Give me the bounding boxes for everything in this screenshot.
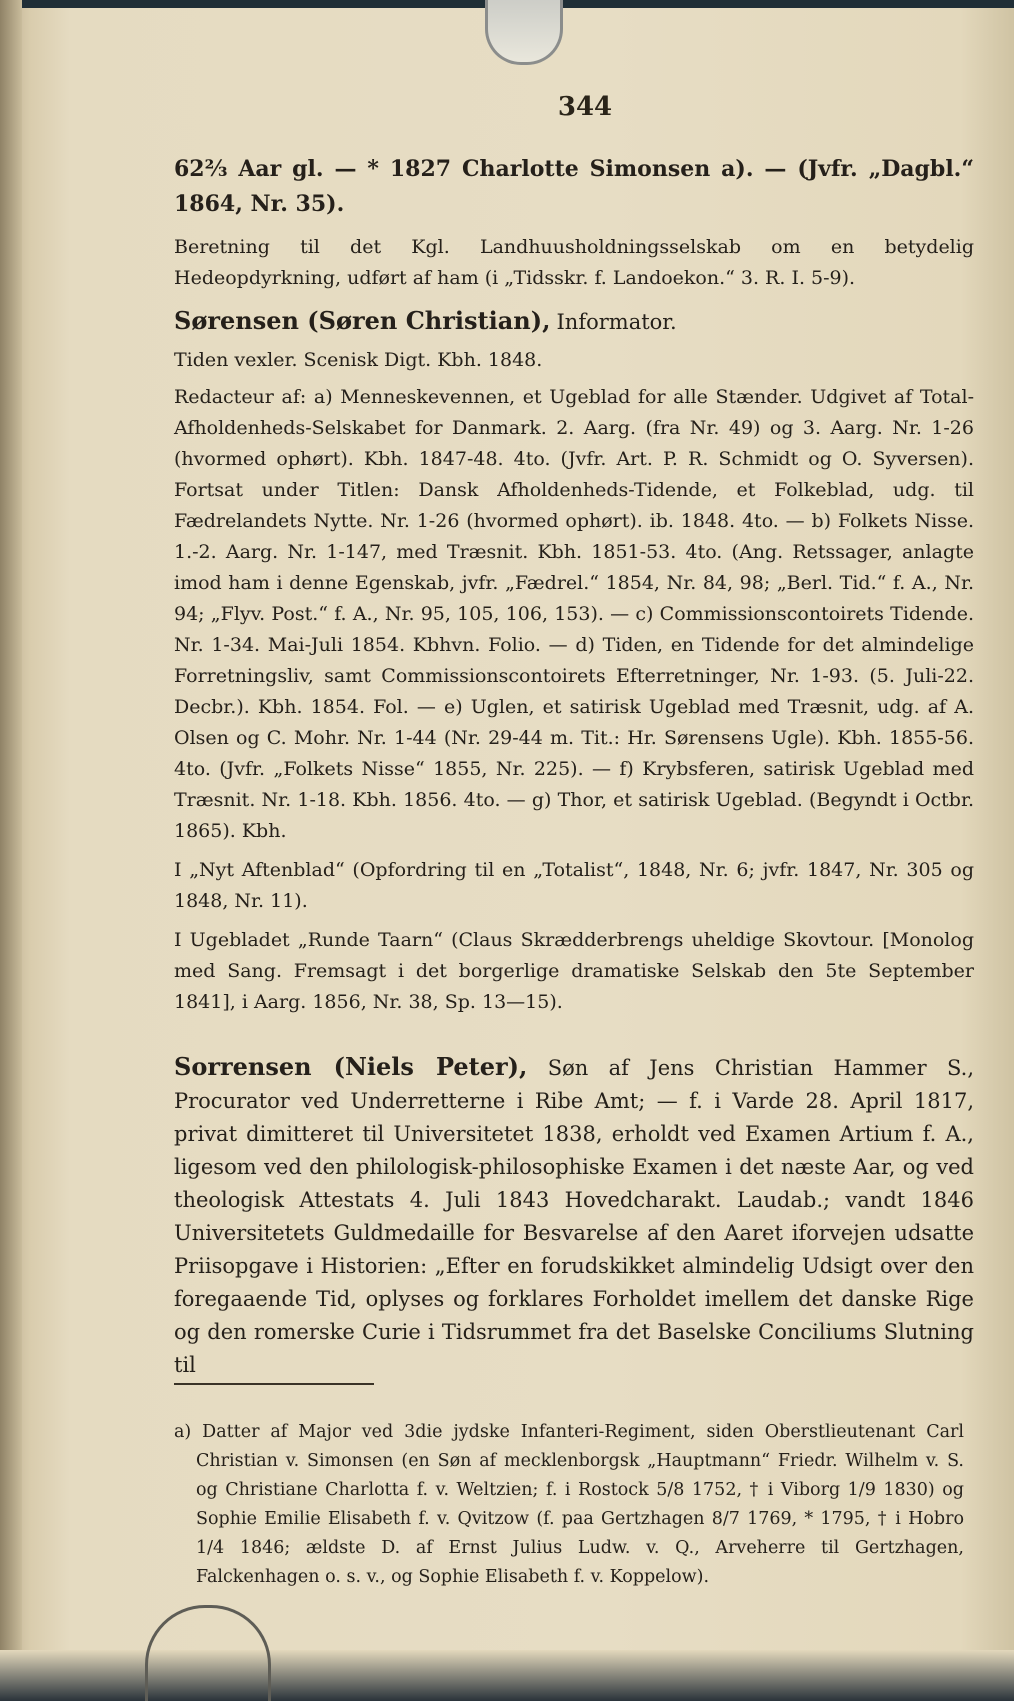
- entry-work: Tiden vexler. Scenisk Digt. Kbh. 1848.: [174, 349, 543, 371]
- entry2-heading-name: Sorrensen (Niels Peter),: [174, 1052, 528, 1081]
- top-paragraph-block: [174, 152, 974, 222]
- beretning-paragraph: Beretning til det Kgl. Landhuusholdningsselskab om en betydelig Hedeopdyrkning, udført af ham (i „Tidsskr. f. Landoekon.“ 3. R. I. 5-9).: [174, 236, 974, 289]
- entry-heading-role: Informator.: [556, 310, 677, 334]
- footnote-divider: [174, 1383, 374, 1385]
- entry-nyt-aftenblad: I „Nyt Aftenblad“ (Opfordring til en „Totalist“, 1848, Nr. 6; jvfr. 1847, Nr. 305 og 1848, Nr. 11).: [174, 859, 974, 912]
- entry-heading-name: Sørensen (Søren Christian),: [174, 306, 551, 335]
- binding-shadow: [0, 0, 22, 1701]
- page-clip: [485, 0, 563, 65]
- top-paragraph: 62⅔ Aar gl. — * 1827 Charlotte Simonsen a). — (Jvfr. „Dagbl.“ 1864, Nr. 35).: [174, 156, 974, 217]
- entry2-body: Søn af Jens Christian Hammer S., Procurator ved Underretterne i Ribe Amt; — f. i Varde 28. April 1817, privat dimitteret til Universitetet 1838, erholdt ved Examen Artium f. A., ligesom ved den philologisk-philosophiske Examen i det næste Aar, og ved theologisk Attestats 4. Juli 1843 Hovedcharakt. Laudab.; vandt 1846 Universitetets Guldmedaille for Besvarelse af den Aaret iforvejen udsatte Priisopgave i Historien: „Efter en forudskikket almindelig Udsigt over den foregaaende Tid, oplyses og forklares Forholdet imellem det danske Rige og den romerske Curie i Tidsrummet fra det Baselske Conciliums Slutning til: [174, 1056, 974, 1377]
- entry-heading: [174, 305, 974, 339]
- entry-sorrensen-niels: [174, 1050, 974, 1382]
- page-number: 344: [557, 92, 613, 122]
- entry2-paragraph: [174, 1050, 974, 1382]
- entry-runde-taarn: I Ugebladet „Runde Taarn“ (Claus Skrædderbrengs uheldige Skovtour. [Monolog med Sang. Fremsagt i det borgerlige dramatiske Selskab den 5te September 1841], i Aarg. 1856, Nr. 38, Sp. 13—15).: [174, 929, 974, 1013]
- page-hook: [145, 1605, 271, 1701]
- entry-sorensen-soren: [174, 305, 974, 1018]
- footnote-a: a) Datter af Major ved 3die jydske Infanteri-Regiment, siden Oberstlieutenant Carl Christian v. Simonsen (en Søn af mecklenborgsk „Hauptmann“ Friedr. Wilhelm v. S. og Christiane Charlotta f. v. Weltzien; f. i Rostock 5/8 1752, † i Viborg 1/9 1830) og Sophie Emilie Elisabeth f. v. Qvitzow (f. paa Gertzhagen 8/7 1769, * 1795, † i Hobro 1/4 1846; ældste D. af Ernst Julius Ludw. v. Q., Arveherre til Gertzhagen, Falckenhagen o. s. v., og Sophie Elisabeth f. v. Koppelow).: [174, 1422, 964, 1587]
- entry-redacteur: Redacteur af: a) Menneskevennen, et Ugeblad for alle Stænder. Udgivet af Total-Afholdenheds-Selskabet for Danmark. 2. Aarg. (fra Nr. 49) og 3. Aarg. Nr. 1-26 (hvormed ophørt). Kbh. 1847-48. 4to. (Jvfr. Art. P. R. Schmidt og O. Syversen). Fortsat under Titlen: Dansk Afholdenheds-Tidende, et Folkeblad, udg. til Fædrelandets Nytte. Nr. 1-26 (hvormed ophørt). ib. 1848. 4to. — b) Folkets Nisse. 1.-2. Aarg. Nr. 1-147, med Træsnit. Kbh. 1851-53. 4to. (Ang. Retssager, anlagte imod ham i denne Egenskab, jvfr. „Fædrel.“ 1854, Nr. 84, 98; „Berl. Tid.“ f. A., Nr. 94; „Flyv. Post.“ f. A., Nr. 95, 105, 106, 153). — c) Commissionscontoirets Tidende. Nr. 1-34. Mai-Juli 1854. Kbhvn. Folio. — d) Tiden, en Tidende for det almindelige Forretningsliv, samt Commissionscontoirets Efterretninger, Nr. 1-93. (5. Juli-22. Decbr.). Kbh. 1854. Fol. — e) Uglen, et satirisk Ugeblad med Træsnit, udg. af A. Olsen og C. Mohr. Nr. 1-44 (Nr. 29-44 m. Tit.: Hr. Sørensens Ugle). Kbh. 1855-56. 4to. (Jvfr. „Folkets Nisse“ 1855, Nr. 225). — f) Krybsferen, satirisk Ugeblad med Træsnit. Nr. 1-18. Kbh. 1856. 4to. — g) Thor, et satirisk Ugeblad. (Begyndt i Octbr. 1865). Kbh.: [174, 386, 974, 842]
- beretning-block: [174, 232, 974, 294]
